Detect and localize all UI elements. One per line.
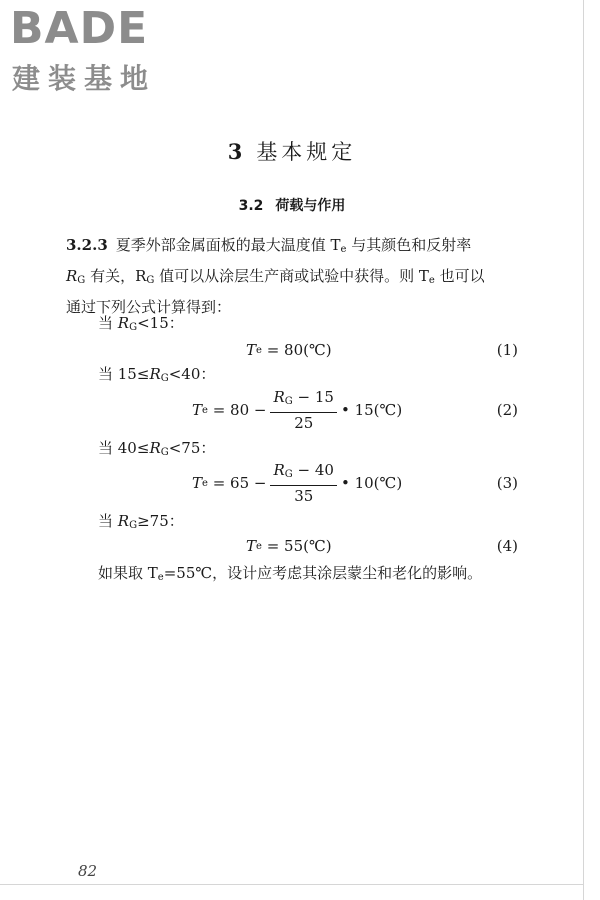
variable: R <box>149 365 161 383</box>
formula-3 <box>0 461 584 505</box>
condition-text: 当 <box>98 314 118 332</box>
formula-lhs: T <box>246 537 257 555</box>
section-heading <box>0 195 584 217</box>
variable: R <box>117 512 130 530</box>
numerator-text: − 40 <box>292 460 334 479</box>
subscript: G <box>284 395 293 407</box>
subscript: G <box>160 447 169 458</box>
numerator-text: − 15 <box>292 387 334 406</box>
page-edge-right <box>583 0 584 900</box>
formula-rhs: = 65 − <box>212 474 267 492</box>
subscript: e <box>256 344 262 356</box>
condition-2 <box>98 362 215 391</box>
formula-2 <box>0 388 584 432</box>
formula-rhs: • 10(℃) <box>340 474 403 492</box>
condition-text: <40： <box>168 365 216 383</box>
fraction-numerator <box>270 461 337 486</box>
subscript: e <box>256 540 262 552</box>
formula-rhs: = 80(℃) <box>266 341 332 359</box>
clause-line-1 <box>66 232 536 263</box>
condition-text: 当 15≤ <box>98 365 150 383</box>
formula-lhs: T <box>192 474 203 492</box>
condition-text: <15： <box>137 314 184 332</box>
subscript: G <box>129 322 138 333</box>
fraction <box>270 461 337 506</box>
fraction-denominator: 35 <box>294 486 314 505</box>
fraction-denominator: 25 <box>294 413 314 432</box>
formula-lhs: T <box>192 401 203 419</box>
formula-lhs: T <box>246 341 257 359</box>
condition-text: 当 <box>98 512 118 530</box>
clause-line-3: 通过下列公式计算得到： <box>66 298 232 316</box>
logo-wordmark: BADE <box>10 3 149 54</box>
watermark-logo <box>10 4 180 100</box>
condition-text: ≥75： <box>137 512 184 530</box>
subscript: G <box>146 275 155 286</box>
formula-1 <box>0 328 584 372</box>
clause-text: 也可以 <box>434 267 485 285</box>
closing-sentence <box>98 561 482 590</box>
logo-subtitle: 建装基地 <box>12 62 157 95</box>
condition-text: <75： <box>168 439 216 457</box>
variable: R <box>117 314 130 332</box>
variable: R <box>149 439 161 457</box>
clause-line-2 <box>66 263 536 294</box>
clause-text: 有关，R <box>85 267 147 285</box>
fraction-numerator <box>270 388 337 413</box>
closing-text: =55℃，设计应考虑其涂层蒙尘和老化的影响。 <box>163 564 483 582</box>
equation-number: (2) <box>496 401 518 419</box>
subscript: G <box>284 468 293 480</box>
closing-text: 如果取 T <box>98 564 158 582</box>
section-number: 3.2 <box>238 198 264 214</box>
subscript: e <box>428 275 435 286</box>
chapter-title: 基本规定 <box>256 140 357 164</box>
formula-rhs: = 55(℃) <box>266 537 332 555</box>
subscript: e <box>340 244 347 255</box>
section-title: 荷载与作用 <box>275 198 346 214</box>
formula-rhs: • 15(℃) <box>340 401 403 419</box>
clause-number: 3.2.3 <box>66 236 108 254</box>
variable: R <box>66 267 78 285</box>
clause-paragraph <box>66 232 536 320</box>
subscript: e <box>202 404 208 416</box>
equation-number: (1) <box>496 341 518 359</box>
page-edge-bottom <box>0 884 584 885</box>
clause-text: 夏季外部金属面板的最大温度值 T <box>115 236 341 254</box>
subscript: G <box>129 520 138 531</box>
subscript: e <box>202 477 208 489</box>
chapter-number: 3 <box>227 139 243 164</box>
subscript: G <box>160 373 169 384</box>
equation-number: (4) <box>496 537 518 555</box>
equation-number: (3) <box>496 474 518 492</box>
clause-text: 值可以从涂层生产商或试验中获得。则 T <box>154 267 429 285</box>
subscript: G <box>77 275 86 286</box>
chapter-heading <box>0 137 584 167</box>
variable: R <box>273 387 285 406</box>
subscript: e <box>157 572 164 583</box>
clause-text: 与其颜色和反射率 <box>346 236 472 254</box>
condition-text: 当 40≤ <box>98 439 150 457</box>
formula-rhs: = 80 − <box>212 401 267 419</box>
variable: R <box>273 460 285 479</box>
page-number: 82 <box>78 862 98 880</box>
fraction <box>270 388 337 433</box>
